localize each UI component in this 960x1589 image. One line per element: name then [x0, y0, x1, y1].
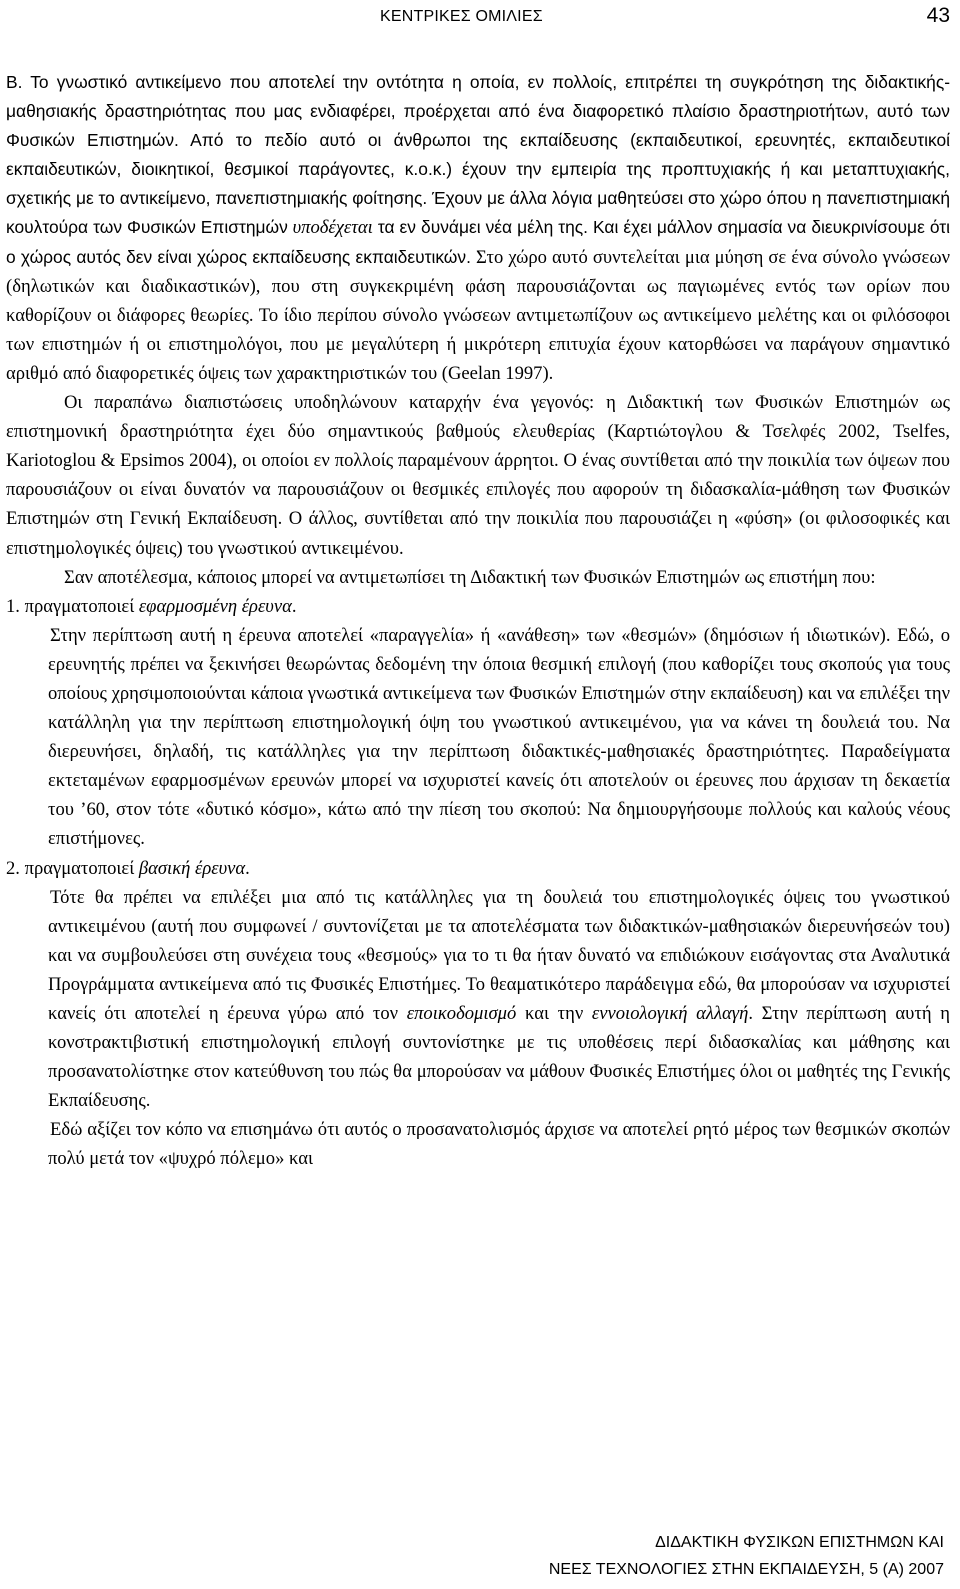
list-item-2-text-a: Τότε θα πρέπει να επιλέξει μια από τις κατάλληλες για τη δουλειά του επιστημολογικές όψεις του γνωστικού αντικειμένου (αυτή που συμφωνεί / συντονίζεται με τα αποτελέσματα των διδακτικών-μαθησιακών διερευνήσεών του) και να συμβουλεύσει στη συνέχεια τους «θεσμούς» για το τι θα ήταν δυνατό να επιδιώκουν εισάγοντας στα Αναλυτικά Προγράμματα αντικείμενα από τις Φυσικές Επιστήμες. Το θεαματικότερο παράδειγμα εδώ, θα μπορούσαν να ισχυριστεί κανείς ότι αποτελεί η έρευνα γύρω από τον: [48, 886, 950, 1024]
list-item-2-body: [6, 883, 950, 1116]
list-item-2-continuation: Εδώ αξίζει τον κόπο να επισημάνω ότι αυτός ο προσανατολισμός άρχισε να αποτελεί ρητό μέρος των θεσμικών σκοπών πολύ μετά τον «ψυχρό πόλεμο» και: [48, 1119, 950, 1170]
list-item-1-prefix: 1. πραγματοποιεί: [6, 595, 139, 617]
paragraph-b-sans-text: Β. Το γνωστικό αντικείμενο που αποτελεί την οντότητα η οποία, εν πολλοίς, επιτρέπει τη συγκρότηση της διδακτικής-μαθησιακής δραστηριότητας που μας ενδιαφέρει, προέρχεται από ένα διαφορετικό πλαίσιο δραστηριοτήτων, αυτό των Φυσικών Επιστημών. Από το πεδίο αυτό οι άνθρωποι της εκπαίδευσης (εκπαιδευτικοί, ερευνητές, εκπαιδευτικοί εκπαιδευτικών, διοικητικοί, θεσμικοί παράγοντες, κ.ο.κ.) έχουν την εμπειρία της προπτυχιακής ή και μεταπτυχιακής, σχετικής με το αντικείμενο, πανεπιστημιακής φοίτησης. Έχουν με άλλα λόγια μαθητεύσει στο χώρο όπου η πανεπιστημιακή κουλτούρα των Φυσικών Επιστημών: [6, 72, 950, 238]
list-item-1-suffix: .: [291, 595, 297, 617]
page-footer: [549, 1529, 944, 1583]
footer-journal-line-1: ΔΙΔΑΚΤΙΚΗ ΦΥΣΙΚΩΝ ΕΠΙΣΤΗΜΩΝ ΚΑΙ: [655, 1534, 944, 1551]
paragraph-b: [6, 68, 950, 388]
paragraph-b-sans-tail: τα εν δυνάμει νέα μέλη της. Και έχει μάλλον σημασία να διευκρινίσουμε ότι ο χώρος αυτός δεν είναι χώρος εκπαίδευσης εκπαιδευτικών.: [6, 217, 950, 267]
list-item-2-text-b: και την: [516, 1003, 592, 1024]
list-item-1-term: εφαρμοσμένη έρευνα: [138, 595, 292, 617]
list-item-2-prefix: 2. πραγματοποιεί: [6, 857, 139, 879]
italic-term-ennoiologiki-allagi: εννοιολογική αλλαγή: [591, 1003, 749, 1024]
paragraph-b-serif-text: Στο χώρο αυτό συντελείται μια μύηση σε ένα σύνολο γνώσεων (δηλωτικών και διαδικαστικών), που στη συγκεκριμένη φάση παρουσιάζονται ως παγιωμένες εντός των ορίων που καθορίζουν οι διάφορες θεωρίες. Το ίδιο περίπου σύνολο γνώσεων αντιμετωπίζουν ως αντικείμενο μελέτης και οι φιλόσοφοι των επιστημών ή οι επιστημολόγοι, που με μεγαλύτερη ή μικρότερη επιτυχία έχουν κατορθώσει να παράγουν σημαντικό αριθμό από διαφορετικές όψεις των χαρακτηριστικών του (Geelan 1997).: [6, 246, 950, 384]
italic-term-ypodechetai: υποδέχεται: [292, 217, 373, 239]
list-item-1-body: Στην περίπτωση αυτή η έρευνα αποτελεί «παραγγελία» ή «ανάθεση» των «θεσμών» (δημόσιων ή ιδιωτικών). Εδώ, ο ερευνητής πρέπει να ξεκινήσει θεωρώντας δεδομένη την όποια θεσμική επιλογή (που καθορίζει τους σκοπούς για τους οποίους χρησιμοποιούνται κάποια γνωστικά αντικείμενα των Φυσικών Επιστημών στην εκπαίδευση) και να επιλέξει την κατάλληλη για την περίπτωση επιστημολογική όψη του γνωστικού αντικειμένου, για να κάνει τη δουλειά του. Να διερευνήσει, δηλαδή, τις κατάλληλες για την περίπτωση διδακτικές-μαθησιακές δραστηριότητες. Παραδείγματα εκτεταμένων εφαρμοσμένων ερευνών μπορεί να ισχυριστεί κανείς ότι αποτελούν οι έρευνες που άρχισαν τη δεκαετία του ’60, στον τότε «δυτικό κόσμο», κάτω από την πίεση του σκοπού: Να δημιουργήσουμε πολλούς και καλούς νέους επιστήμονες.: [48, 624, 950, 850]
page-number: 43: [926, 4, 950, 27]
list-item-2-heading: [6, 854, 950, 883]
footer-journal-line-2: ΝΕΕΣ ΤΕΧΝΟΛΟΓΙΕΣ ΣΤΗΝ ΕΚΠΑΙΔΕΥΣΗ, 5 (Α) 2007: [548, 1561, 944, 1578]
paragraph-findings: Οι παραπάνω διαπιστώσεις υποδηλώνουν καταρχήν ένα γεγονός: η Διδακτική των Φυσικών Επιστημών ως επιστημονική δραστηριότητα έχει δύο σημαντικούς βαθμούς ελευθερίας (Καρτιώτογλου & Τσελφές 2002, Tselfes, Kariotoglou & Epsimos 2004), οι οποίοι εν πολλοίς παραμένουν άρρητοι. Ο ένας συντίθεται από την ποικιλία των όψεων που παρουσιάζουν οι είναι δυνατόν να παρουσιάζουν οι θεσμικές επιλογές που αφορούν τη διδασκαλία-μάθηση των Φυσικών Επιστημών στη Γενική Εκπαίδευση. Ο άλλος, συντίθεται από την ποικιλία που παρουσιάζει η «φύση» (οι φιλοσοφικές και επιστημολογικές όψεις) του γνωστικού αντικειμένου.: [6, 392, 950, 559]
list-item-2-text-c: . Στην περίπτωση αυτή η κονστρακτιβιστική επιστημολογική επιλογή συντονίστηκε με τις υποθέσεις περί διδασκαλίας και μάθησης και προσανατολίστηκε στον κατεύθυνση του πώς θα μπορούσαν να μάθουν Φυσικές Επιστήμες όλοι οι μαθητές της Γενικής Εκπαίδευσης.: [48, 1003, 950, 1112]
list-item-1-heading: [6, 592, 950, 621]
running-title: ΚΕΝΤΡΙΚΕΣ ΟΜΙΛΙΕΣ: [380, 8, 543, 25]
paragraph-result: Σαν αποτέλεσμα, κάποιος μπορεί να αντιμετωπίσει τη Διδακτική των Φυσικών Επιστημών ως επιστήμη που:: [64, 566, 876, 588]
list-item-2-term: βασική έρευνα: [138, 857, 246, 879]
page-header: [0, 4, 960, 34]
list-item-2-suffix: .: [245, 857, 250, 879]
body-text: [6, 68, 950, 1174]
italic-term-epoikodomismos: εποικοδομισμό: [406, 1003, 517, 1024]
